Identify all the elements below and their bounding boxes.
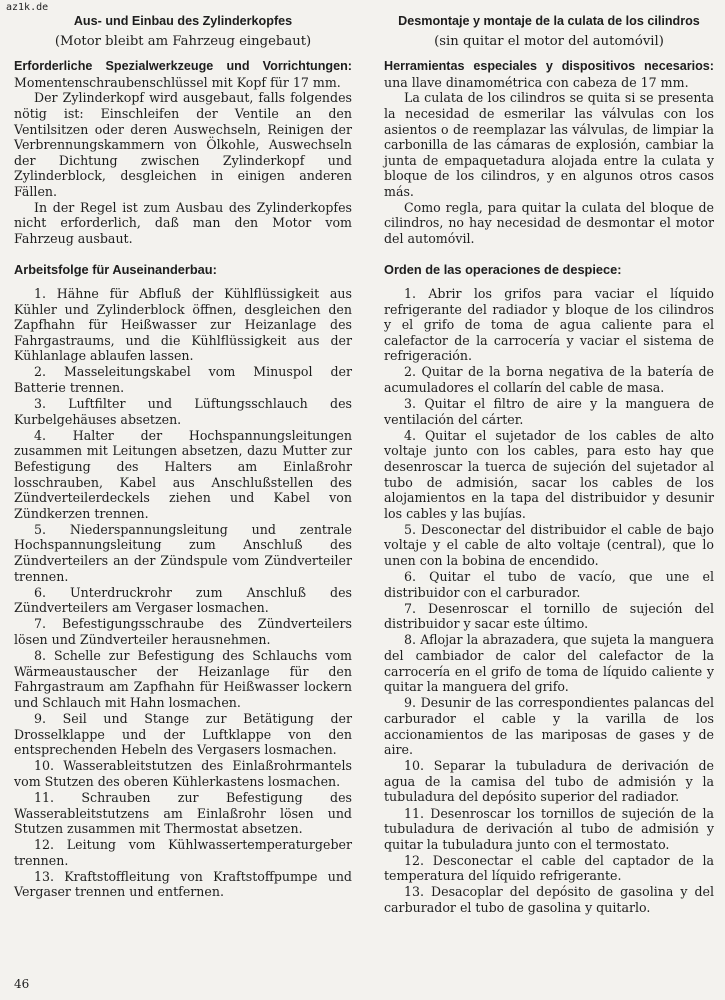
spanish-subtitle: (sin quitar el motor del automóvil) [434, 33, 664, 49]
page-number: 46 [14, 977, 30, 991]
german-step: 2. Masseleitungskabel vom Minuspol der Batterie trennen. [14, 364, 352, 395]
german-step: 1. Hähne für Abfluß der Kühlflüssigkeit aus Kühler und Zylinderblock öffnen, desgleichen den Zapfhahn für Heißwasser zur Heizanlage des Fahrgastraums, und die Kühlflüssigkeit aus der Kühlanlage ablaufen lassen. [14, 285, 352, 364]
german-intro-1: Der Zylinderkopf wird ausgebaut, falls folgendes nötig ist: Einschleifen der Ventile an den Ventilsitzen oder deren Auswechseln, Reinigen der Verbrennungskammern von Ölkohle, Auswechseln der Dichtung zwischen Zylinderkopf und Zylinderblock, desgleichen in einigen anderen Fällen. [14, 90, 352, 199]
german-tools-text: Momentenschraubenschlüssel mit Kopf für 17 mm. [14, 74, 341, 90]
german-column [14, 14, 352, 900]
german-subtitle: (Motor bleibt am Fahrzeug eingebaut) [54, 33, 312, 49]
spanish-intro-2: Como regla, para quitar la culata del bloque de cilindros, no hay necesidad de desmontar el motor del automóvil. [384, 199, 714, 246]
spanish-step: 10. Separar la tubuladura de derivación de agua de la camisa del tubo de admisión y la tubuladura del depósito superior del radiador. [384, 758, 714, 805]
german-tools-heading: Erforderliche Spezialwerkzeuge und Vorrichtungen: [14, 59, 352, 74]
german-title: Aus- und Einbau des Zylinderkopfes [73, 14, 293, 28]
spanish-tools-text: una llave dinamométrica con cabeza de 17 mm. [384, 74, 689, 90]
german-step: 7. Befestigungsschraube des Zündverteilers lösen und Zündverteiler herausnehmen. [14, 616, 352, 647]
german-intro-2: In der Regel ist zum Ausbau des Zylinderkopfes nicht erforderlich, daß man den Motor vom Fahrzeug ausbaut. [14, 199, 352, 246]
spanish-intro-1: La culata de los cilindros se quita si se presenta la necesidad de esmerilar las válvulas con los asientos o de reemplazar las válvulas, de limpiar la carbonilla de las cámaras de explosión, cambiar la junta de empaquetadura alojada entre la culata y bloque de los cilindros, y en algunos otros casos más. [384, 90, 714, 199]
german-step: 11. Schrauben zur Befestigung des Wasserableitstutzens am Einlaßrohr lösen und Stutzen zusammen mit Thermostat absetzen. [14, 789, 352, 837]
german-step: 3. Luftfilter und Lüftungsschlauch des Kurbelgehäuses absetzen. [14, 396, 352, 427]
spanish-column [384, 14, 714, 916]
spanish-tools [384, 58, 714, 90]
spanish-step: 11. Desenroscar los tornillos de sujeción de la tubuladura de derivación al tubo de admisión y quitar la tubuladura junto con el termostato. [384, 805, 714, 852]
spanish-step: 6. Quitar el tubo de vacío, que une el distribuidor con el carburador. [384, 569, 714, 600]
german-step: 10. Wasserableitstutzen des Einlaßrohrmantels vom Stutzen des oberen Kühlerkastens losmachen. [14, 758, 352, 789]
german-step: 13. Kraftstoffleitung von Kraftstoffpumpe und Vergaser trennen und entfernen. [14, 868, 352, 900]
spanish-step: 2. Quitar de la borna negativa de la batería de acumuladores el collarín del cable de masa. [384, 364, 714, 395]
spanish-title: Desmontaje y montaje de la culata de los cilindros [398, 14, 700, 28]
german-step: 9. Seil und Stange zur Betätigung der Drosselklappe und der Luftklappe von den entsprechenden Hebeln des Vergasers losmachen. [14, 710, 352, 758]
spanish-step: 12. Desconectar el cable del captador de la temperatura del líquido refrigerante. [384, 852, 714, 884]
spanish-step: 9. Desunir de las correspondientes palancas del carburador el cable y la varilla de los accionamientos de las mariposas de gases y de aire. [384, 695, 714, 758]
spanish-step: 8. Aflojar la abrazadera, que sujeta la manguera del cambiador de calor del calefactor de la carrocería en el grifo de toma de líquido caliente y quitar la manguera del grifo. [384, 632, 714, 695]
watermark: az1k.de [6, 2, 49, 13]
spanish-tools-heading: Herramientas especiales y dispositivos necesarios: [384, 59, 714, 74]
german-step: 8. Schelle zur Befestigung des Schlauchs vom Wärmeaustauscher der Heizanlage für den Fahrgastraum am Zapfhahn für Heißwasser lockern und Schlauch mit Hahn losmachen. [14, 648, 352, 710]
spanish-step: 13. Desacoplar del depósito de gasolina y del carburador el tubo de gasolina y quitarlo. [384, 884, 714, 916]
german-step: 4. Halter der Hochspannungsleitungen zusammen mit Leitungen absetzen, dazu Mutter zur Befestigung des Halters am Einlaßrohr losschrauben, Kabel aus Anschlußstellen des Zündverteilerdeckels ziehen und Kabel von Zündkerzen trennen. [14, 427, 352, 521]
spanish-step: 7. Desenroscar el tornillo de sujeción del distribuidor y sacar este último. [384, 600, 714, 632]
german-step: 6. Unterdruckrohr zum Anschluß des Zündverteilers am Vergaser losmachen. [14, 584, 352, 616]
german-section-heading: Arbeitsfolge für Auseinanderbau: [14, 262, 217, 278]
german-step: 5. Niederspannungsleitung und zentrale Hochspannungsleitung zum Anschluß des Zündverteilers an der Zündspule vom Zündverteiler trennen. [14, 521, 352, 584]
spanish-step: 5. Desconectar del distribuidor el cable de bajo voltaje y el cable de alto voltaje (central), que lo unen con la bobina de encendido. [384, 521, 714, 568]
spanish-step: 1. Abrir los grifos para vaciar el líquido refrigerante del radiador y bloque de los cilindros y el grifo de toma de agua caliente para el calefactor de la carrocería y vaciar el sistema de refrigeración. [384, 285, 714, 364]
german-tools [14, 58, 352, 90]
spanish-section-heading: Orden de las operaciones de despiece: [384, 262, 622, 278]
spanish-step: 4. Quitar el sujetador de los cables de alto voltaje junto con los cables, para esto hay que desenroscar la tuerca de sujeción del sujetador al tubo de admisión, sacar los cables de los alojamientos en la tapa del distribuidor y desunir los cables y las bujías. [384, 427, 714, 521]
german-step: 12. Leitung vom Kühlwassertemperaturgeber trennen. [14, 837, 352, 868]
spanish-step: 3. Quitar el filtro de aire y la manguera de ventilación del cárter. [384, 396, 714, 427]
